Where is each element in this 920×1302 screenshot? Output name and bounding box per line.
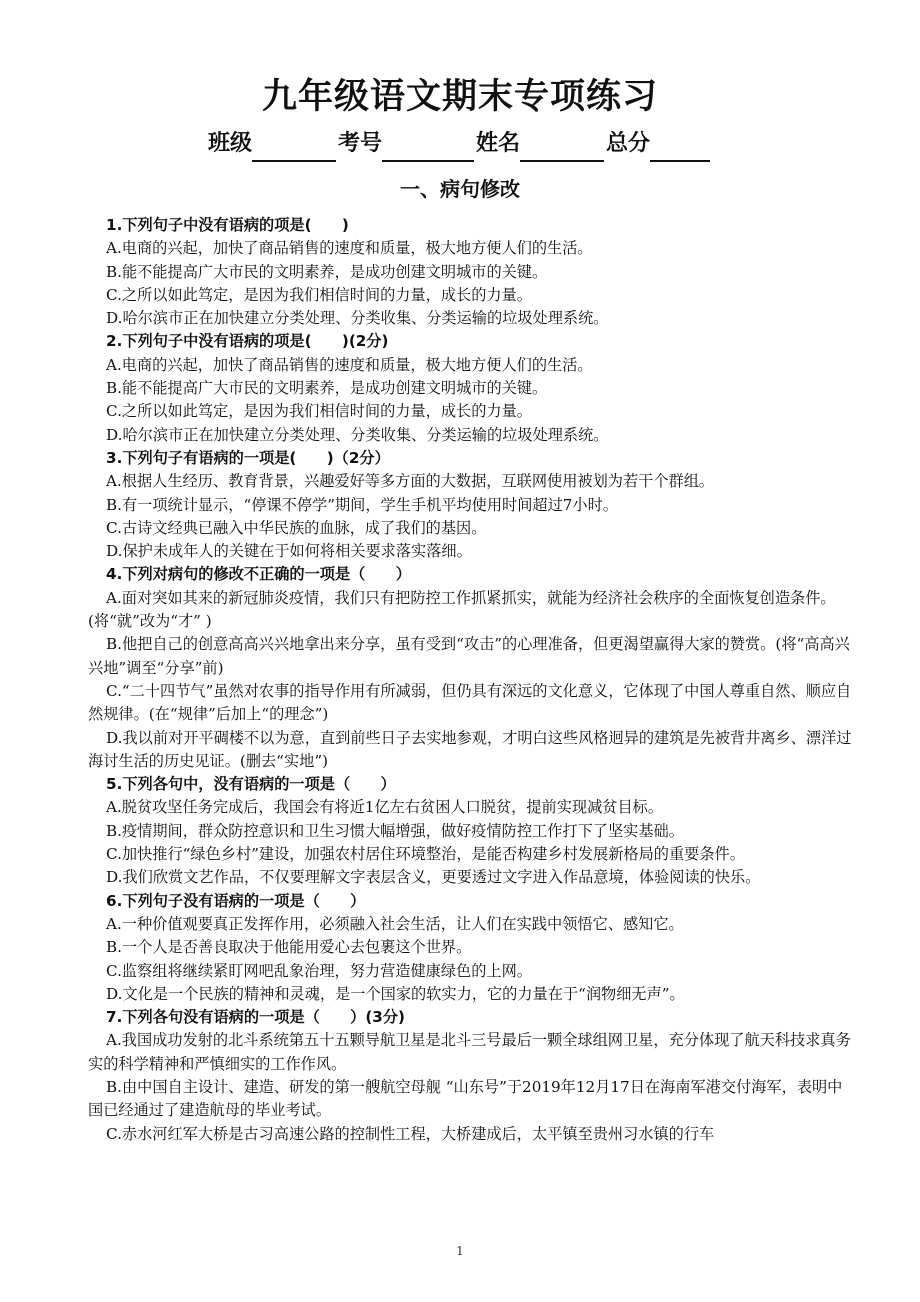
option-b: B.由中国自主设计、建造、研发的第一艘航空母舰 “山东号”于2019年12月17日在海南军港交付海军，表明中国已经通过了建造航母的毕业考试。 bbox=[88, 1077, 843, 1120]
option-d: D.我们欣赏文艺作品，不仅要理解文字表层含义，更要透过文字进入作品意境，体验阅读的快乐。 bbox=[106, 868, 761, 887]
option-c: C.“二十四节气”虽然对农事的指导作用有所减弱，但仍具有深远的文化意义，它体现了中国人尊重自然、顺应自然规律。(在“规律”后加上“的理念”) bbox=[88, 681, 852, 724]
option-c: C.赤水河红军大桥是古习高速公路的控制性工程，大桥建成后，太平镇至贵州习水镇的行车 bbox=[106, 1124, 715, 1143]
score-blank[interactable] bbox=[650, 134, 710, 162]
student-info-line bbox=[0, 126, 920, 162]
question-6 bbox=[106, 890, 852, 1006]
page-title: 九年级语文期末专项练习 bbox=[261, 77, 658, 117]
option-c: C.监察组将继续紧盯网吧乱象治理，努力营造健康绿色的上网。 bbox=[106, 961, 532, 980]
page-number: 1 bbox=[456, 1244, 464, 1258]
question-stem: 5.下列各句中，没有语病的一项是（ ） bbox=[106, 775, 396, 794]
option-c: C.古诗文经典已融入中华民族的血脉，成了我们的基因。 bbox=[106, 518, 487, 537]
option-a: A.面对突如其来的新冠肺炎疫情，我们只有把防控工作抓紧抓实，就能为经济社会秩序的全面恢复创造条件。(将“就”改为“才” ) bbox=[88, 588, 836, 631]
score-label: 总分 bbox=[606, 131, 651, 156]
option-b: B.他把自己的创意高高兴兴地拿出来分享，虽有受到“攻击”的心理准备，但更渴望赢得大家的赞赏。(将“高高兴兴地”调至“分享”前) bbox=[88, 635, 850, 677]
question-3 bbox=[106, 447, 852, 563]
option-c: C.之所以如此笃定，是因为我们相信时间的力量，成长的力量。 bbox=[106, 285, 532, 304]
question-list bbox=[88, 214, 852, 1146]
option-a: A.我国成功发射的北斗系统第五十五颗导航卫星是北斗三号最后一颗全球组网卫星，充分体现了航天科技求真务实的科学精神和严慎细实的工作作风。 bbox=[88, 1031, 851, 1073]
question-stem: 2.下列句子中没有语病的项是( )(2分) bbox=[106, 332, 389, 351]
exam-no-blank[interactable] bbox=[382, 134, 474, 162]
question-7 bbox=[88, 1006, 852, 1146]
question-stem: 7.下列各句没有语病的一项是（ ）(3分) bbox=[106, 1008, 405, 1027]
question-5 bbox=[106, 773, 852, 889]
name-label: 姓名 bbox=[476, 131, 521, 156]
class-label: 班级 bbox=[207, 131, 252, 156]
option-b: B.能不能提高广大市民的文明素养，是成功创建文明城市的关键。 bbox=[106, 262, 548, 281]
name-blank[interactable] bbox=[520, 134, 604, 162]
option-b: B.有一项统计显示，“停课不停学”期间，学生手机平均使用时间超过7小时。 bbox=[106, 495, 618, 514]
option-a: A.脱贫攻坚任务完成后，我国会有将近1亿左右贫困人口脱贫，提前实现减贫目标。 bbox=[106, 798, 664, 817]
option-a: A.电商的兴起，加快了商品销售的速度和质量，极大地方便人们的生活。 bbox=[106, 239, 593, 258]
option-d: D.哈尔滨市正在加快建立分类处理、分类收集、分类运输的垃圾处理系统。 bbox=[106, 425, 609, 444]
option-c: C.加快推行“绿色乡村”建设，加强农村居住环境整治，是能否构建乡村发展新格局的重要条件。 bbox=[106, 845, 745, 864]
question-1 bbox=[106, 214, 852, 330]
question-stem: 1.下列句子中没有语病的项是( ) bbox=[106, 216, 349, 234]
option-a: A.电商的兴起，加快了商品销售的速度和质量，极大地方便人们的生活。 bbox=[106, 355, 593, 374]
option-a: A.一种价值观要真正发挥作用，必须融入社会生活，让人们在实践中领悟它、感知它。 bbox=[106, 914, 684, 933]
option-d: D.保护未成年人的关键在于如何将相关要求落实落细。 bbox=[106, 542, 472, 561]
question-4 bbox=[88, 563, 852, 773]
option-d: D.哈尔滨市正在加快建立分类处理、分类收集、分类运输的垃圾处理系统。 bbox=[106, 309, 609, 328]
option-b: B.一个人是否善良取决于他能用爱心去包裹这个世界。 bbox=[106, 938, 472, 957]
section-heading: 一、病句修改 bbox=[400, 177, 520, 201]
question-stem: 6.下列句子没有语病的一项是（ ） bbox=[106, 891, 366, 910]
option-d: D.我以前对开平碉楼不以为意，直到前些日子去实地参观，才明白这些风格迥异的建筑是先被背井离乡、漂洋过海讨生活的历史见证。(删去“实地”) bbox=[88, 728, 852, 770]
question-stem: 4.下列对病句的修改不正确的一项是（ ） bbox=[106, 565, 411, 584]
option-c: C.之所以如此笃定，是因为我们相信时间的力量，成长的力量。 bbox=[106, 402, 532, 421]
option-b: B.疫情期间，群众防控意识和卫生习惯大幅增强，做好疫情防控工作打下了坚实基础。 bbox=[106, 821, 684, 840]
option-a: A.根据人生经历、教育背景，兴趣爱好等多方面的大数据，互联网使用被划为若干个群组。 bbox=[106, 472, 715, 491]
question-2 bbox=[106, 330, 852, 446]
option-b: B.能不能提高广大市民的文明素养，是成功创建文明城市的关键。 bbox=[106, 379, 548, 398]
exam-no-label: 考号 bbox=[337, 131, 382, 156]
class-blank[interactable] bbox=[252, 134, 336, 162]
question-stem: 3.下列句子有语病的一项是( )（2分） bbox=[106, 448, 390, 467]
option-d: D.文化是一个民族的精神和灵魂，是一个国家的软实力，它的力量在于“润物细无声”。 bbox=[106, 984, 685, 1003]
